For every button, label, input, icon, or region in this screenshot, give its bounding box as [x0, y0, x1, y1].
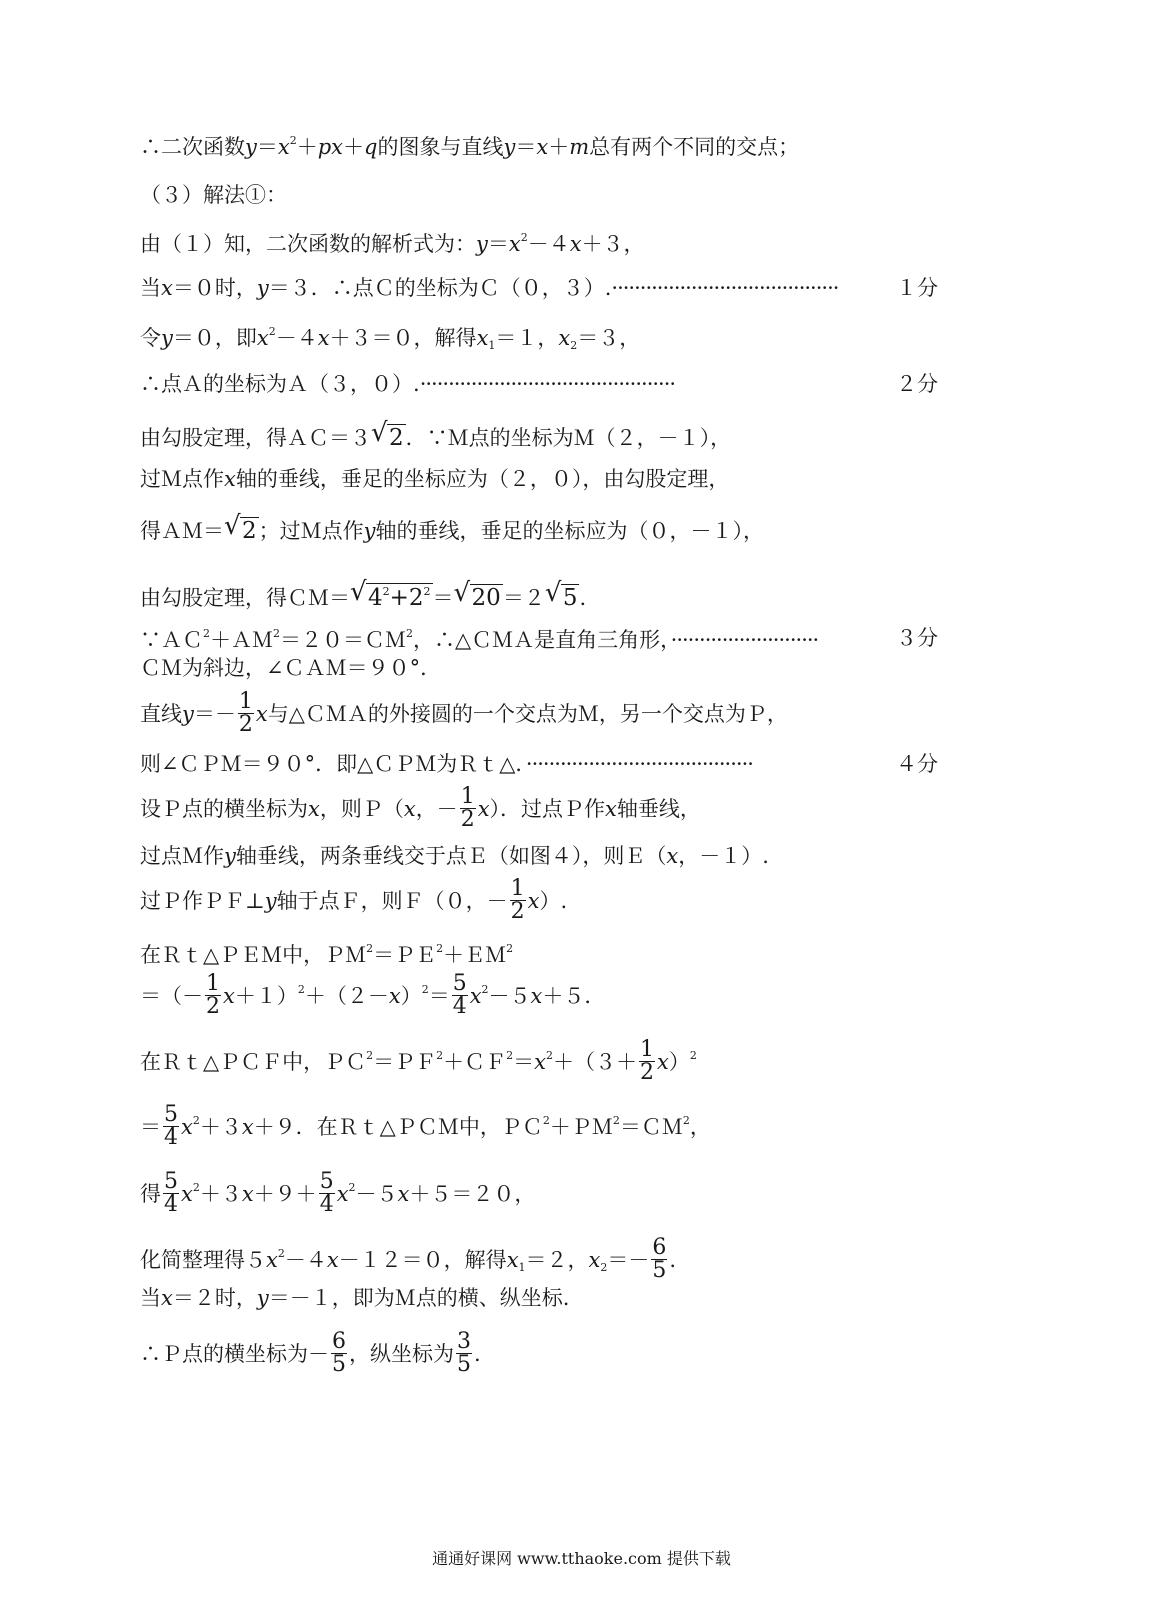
fraction [456, 1331, 472, 1376]
math-var: x [308, 797, 320, 821]
math-op: ＝ [140, 1115, 161, 1139]
text: 在Ｒｔ△ＰＥＭ中，ＰＭ [140, 943, 367, 967]
text: ∴Ｐ点的横坐标为－ [140, 1342, 329, 1366]
exponent: 2 [382, 585, 390, 598]
fraction [205, 973, 221, 1018]
text-line [140, 276, 938, 300]
exponent: 2 [203, 627, 210, 640]
radicand: 5 [562, 585, 578, 611]
math-op: －５ [355, 1182, 398, 1206]
math-op: ＝ [515, 135, 537, 159]
sqrt [226, 517, 259, 543]
math-var: x [530, 984, 543, 1008]
text: 过点Ｍ作 [140, 844, 224, 868]
math-var: x [536, 135, 549, 159]
fraction [238, 691, 254, 736]
exponent: 2 [366, 942, 374, 955]
math-var: x [241, 1115, 254, 1139]
text-line [140, 846, 930, 867]
math-var: x [388, 984, 401, 1008]
exponent: 2 [546, 1049, 553, 1062]
text: ∴二次函数 [140, 135, 245, 159]
text: 得 [140, 1182, 161, 1206]
text-line [140, 1102, 930, 1151]
numerator: 1 [206, 971, 220, 996]
denominator: 4 [452, 994, 467, 1019]
numerator: 1 [640, 1037, 654, 1062]
text: . [669, 1248, 677, 1272]
text-line [140, 658, 930, 679]
math-var: x [476, 326, 489, 350]
text: ＝３， [577, 326, 641, 350]
text-line [140, 517, 930, 543]
exponent: 2 [436, 1049, 444, 1062]
math-var: x [588, 1248, 601, 1272]
numerator: 5 [164, 1169, 178, 1194]
score-mark: ３分 [896, 626, 938, 650]
math-var: x [161, 1286, 173, 1310]
text: 当 [140, 276, 161, 300]
math-op: ＝ [256, 135, 278, 159]
numerator: 5 [164, 1102, 178, 1127]
numerator: 1 [460, 784, 475, 809]
math-op: ＝ [487, 232, 509, 256]
math-var: x [397, 1182, 410, 1206]
exponent: 2 [481, 983, 489, 996]
denominator: 5 [652, 1258, 667, 1283]
text: ＝２ [502, 586, 545, 610]
denominator: 4 [164, 1125, 178, 1150]
math-var: x [266, 1248, 278, 1272]
fraction [452, 973, 468, 1018]
text: ，∴△ＣＭＡ是直角三角形， [413, 628, 671, 652]
exponent: 2 [421, 983, 429, 996]
fraction [319, 1171, 335, 1216]
math-var: x [527, 889, 540, 913]
text: 过Ｍ点作 [140, 467, 224, 491]
text-line [140, 971, 930, 1020]
text: 轴于点Ｆ，则Ｆ（０，－ [276, 889, 508, 913]
radicand-part: +2 [389, 585, 424, 611]
text: 得ＡＭ＝ [140, 519, 224, 543]
text: ， [689, 1115, 711, 1139]
text: ，纵坐标为 [349, 1342, 454, 1366]
math-var: x [403, 797, 416, 821]
numerator: 6 [332, 1329, 346, 1354]
math-op: ＝ [432, 586, 454, 610]
fraction [163, 1171, 179, 1216]
exponent: 2 [689, 1049, 697, 1062]
text: 过Ｐ作ＰＦ⊥ [140, 889, 265, 913]
math-op: ＝－ [193, 702, 236, 726]
text: ＋ＣＦ [443, 1050, 507, 1074]
text-line [140, 1329, 930, 1378]
numerator: 6 [652, 1235, 667, 1260]
exponent: 2 [192, 1114, 200, 1127]
text: 当 [140, 1286, 161, 1310]
denominator: 5 [332, 1352, 346, 1377]
exponent: 2 [406, 627, 413, 640]
sqrt [373, 424, 406, 450]
text: ∵ＡＣ [140, 628, 203, 652]
denominator: 4 [319, 1192, 334, 1217]
math-var: x [255, 702, 268, 726]
fraction [639, 1039, 655, 1084]
math-var: x [569, 232, 582, 256]
text: . [474, 1342, 481, 1366]
math-op: ＋ [343, 135, 365, 159]
text: ＝１， [495, 326, 559, 350]
math-var: x [508, 232, 521, 256]
math-op: ＝ [513, 1050, 535, 1074]
math-var: x [224, 467, 236, 491]
exponent: 2 [348, 1181, 356, 1194]
exponent: 2 [273, 627, 280, 640]
text: ＝ＣＭ [619, 1115, 683, 1139]
text-line [140, 326, 930, 351]
text: ＋ＥＭ [443, 943, 507, 967]
text-line [140, 583, 930, 610]
text-line [140, 626, 938, 652]
text-line [140, 469, 930, 490]
text: ）．过点Ｐ作 [489, 797, 606, 821]
math-var: x [256, 326, 269, 350]
text: ） [400, 984, 422, 1008]
fraction [163, 1104, 179, 1149]
math-var: x [558, 326, 571, 350]
text: ＝ＰＦ [373, 1050, 437, 1074]
text: ＋５＝２０， [409, 1182, 536, 1206]
numerator: 5 [319, 1169, 334, 1194]
math-op: －４ [275, 326, 318, 350]
text: 设Ｐ点的横坐标为 [140, 797, 308, 821]
text: 轴的垂线，垂足的坐标应为（２，０），由勾股定理， [235, 467, 730, 491]
text: 的图象与直线 [377, 135, 504, 159]
text: ，－１）. [678, 844, 769, 868]
text: 与△ＣＭＡ的外接圆的一个交点为Ｍ，另一个交点为Ｐ， [267, 702, 788, 726]
text: 轴垂线，两条垂线交于点Ｅ（如图４），则Ｅ（ [235, 844, 667, 868]
text: ＝２， [525, 1248, 589, 1272]
math-var: px [317, 135, 344, 159]
math-var: x [666, 844, 679, 868]
exponent: 2 [436, 942, 444, 955]
math-op: －５ [488, 984, 531, 1008]
text: ＋３， [581, 232, 645, 256]
radicand: 2 [389, 425, 404, 451]
text-line [140, 689, 930, 738]
math-var: x [605, 797, 617, 821]
math-var: x [161, 276, 173, 300]
score-leader: ·························· [670, 628, 819, 652]
radicand-part: 4 [368, 585, 383, 611]
denominator: 2 [460, 807, 475, 832]
denominator: 5 [457, 1352, 471, 1377]
text: 由（１）知，二次函数的解析式为： [140, 232, 476, 256]
score-leader: ········································ [611, 276, 839, 300]
math-var: q [364, 135, 378, 159]
exponent: 2 [682, 1114, 690, 1127]
exponent: 2 [289, 134, 297, 147]
text-line [140, 424, 930, 450]
math-op: ＋９＋ [253, 1182, 317, 1206]
sqrt [547, 584, 580, 610]
exponent: 2 [506, 942, 514, 955]
math-var: y [256, 1286, 269, 1310]
text: ＝－１，即为Ｍ点的横、纵坐标. [268, 1286, 570, 1310]
score-mark: ４分 [896, 752, 938, 776]
text: 轴垂线， [616, 797, 701, 821]
text-line [140, 1235, 930, 1284]
text: ＝０，即 [172, 326, 257, 350]
radicand [366, 583, 433, 610]
math-op: ＋３ [199, 1115, 242, 1139]
text-line [140, 752, 938, 776]
subscript: 2 [570, 339, 578, 352]
math-op: －４ [527, 232, 570, 256]
math-op: ＋３ [199, 1182, 242, 1206]
denominator: 2 [640, 1060, 654, 1085]
text: ＋３＝０，解得 [329, 326, 477, 350]
text: ，－ [415, 797, 458, 821]
sqrt [352, 583, 433, 610]
math-var: x [657, 1050, 669, 1074]
math-var: x [506, 1248, 519, 1272]
text: 直线 [140, 702, 182, 726]
exponent: 2 [268, 325, 276, 338]
exponent: 2 [542, 1114, 550, 1127]
text: ＝（－ [140, 984, 203, 1008]
denominator: 2 [206, 994, 220, 1019]
math-var: y [245, 135, 257, 159]
radicand: 20 [471, 585, 501, 611]
math-var: x [277, 135, 290, 159]
text: ．∵Ｍ点的坐标为Ｍ（２，－１）， [405, 426, 732, 450]
text-line [140, 185, 930, 206]
math-var: y [476, 232, 488, 256]
math-var: y [161, 326, 173, 350]
text: 化简整理得５ [140, 1248, 266, 1272]
math-var: x [241, 1182, 254, 1206]
math-op: ＋ [548, 135, 570, 159]
exponent: 2 [423, 585, 431, 598]
text: ，则Ｐ（ [319, 797, 404, 821]
math-var: y [182, 702, 194, 726]
text-line [140, 784, 930, 833]
math-var: x [326, 1248, 339, 1272]
score-leader: ········································ [525, 752, 753, 776]
text: 由勾股定理，得ＡＣ＝３ [140, 426, 371, 450]
fraction [460, 786, 476, 831]
text: ＋ＡＭ [210, 628, 273, 652]
text: 令 [140, 326, 161, 350]
text: ＋５． [542, 984, 606, 1008]
text: ＋１） [234, 984, 298, 1008]
subscript: 1 [518, 1261, 526, 1274]
math-var: x [534, 1050, 546, 1074]
text: －１２＝０，解得 [338, 1248, 507, 1272]
exponent: 2 [612, 1114, 620, 1127]
text: ；过Ｍ点作 [258, 519, 364, 543]
text-line [140, 372, 938, 396]
text: 在Ｒｔ△ＰＣＦ中，ＰＣ [140, 1050, 367, 1074]
text-line [140, 876, 930, 925]
math-var: y [503, 135, 516, 159]
math-op: ＝－ [607, 1248, 650, 1272]
radicand: 2 [242, 518, 257, 544]
text: 总有两个不同的交点； [589, 135, 800, 159]
numerator: 5 [452, 971, 467, 996]
sqrt [456, 584, 503, 610]
text: 轴的垂线，垂足的坐标应为（０，－１）， [375, 519, 765, 543]
text: . [579, 586, 587, 610]
text: ）. [539, 889, 568, 913]
page-footer: 通通好课网 www.tthaoke.com 提供下载 [432, 1549, 731, 1568]
text: ＝２时， [172, 1286, 257, 1310]
text: 由勾股定理，得ＣＭ＝ [140, 586, 350, 610]
subscript: 1 [488, 339, 496, 352]
math-var: x [223, 984, 235, 1008]
math-var: y [264, 889, 277, 913]
text-line [140, 943, 930, 966]
text-line [140, 1288, 930, 1309]
text: 则∠ＣＰＭ＝９０°．即△ＣＰＭ为Ｒｔ△． [140, 752, 526, 776]
numerator: 3 [457, 1329, 471, 1354]
text: ＝３．∴点Ｃ的坐标为Ｃ（０，３）. [268, 276, 612, 300]
score-mark: ２分 [896, 372, 938, 396]
math-var: x [336, 1182, 349, 1206]
text-line [140, 1037, 930, 1086]
denominator: 2 [238, 712, 253, 737]
text: ＝ＰＥ [373, 943, 437, 967]
subscript: 2 [600, 1261, 608, 1274]
math-op: ＋ [296, 135, 318, 159]
score-mark: １分 [896, 276, 938, 300]
text: ＝０时， [172, 276, 257, 300]
numerator: 1 [510, 876, 525, 901]
math-var: y [256, 276, 269, 300]
score-leader: ············································· [419, 372, 676, 396]
math-var: x [317, 326, 330, 350]
denominator: 4 [164, 1192, 178, 1217]
exponent: 2 [506, 1049, 514, 1062]
math-var: x [181, 1182, 193, 1206]
exponent: 2 [366, 1049, 374, 1062]
exponent: 2 [192, 1181, 200, 1194]
text: ＣＭ为斜边，∠ＣＡＭ＝９０°． [140, 656, 442, 680]
numerator: 1 [238, 689, 253, 714]
text-line [140, 232, 930, 255]
text: ∴点Ａ的坐标为Ａ（３，０）. [140, 372, 420, 396]
math-var: m [569, 135, 590, 159]
fraction [331, 1331, 347, 1376]
text: ＋ＰＭ [549, 1115, 613, 1139]
exponent: 2 [277, 1247, 285, 1260]
text-line [140, 135, 930, 158]
math-var: x [469, 984, 482, 1008]
text: ＋９．在Ｒｔ△ＰＣＭ中，ＰＣ [253, 1115, 543, 1139]
text: ＋（２－ [304, 984, 389, 1008]
math-op: ＝ [428, 984, 450, 1008]
text: ＋（３＋ [553, 1050, 637, 1074]
exponent: 2 [520, 231, 528, 244]
text: ） [668, 1050, 690, 1074]
math-var: y [363, 519, 376, 543]
math-var: x [477, 797, 490, 821]
math-var: y [224, 844, 236, 868]
section-heading: （３）解法①： [140, 183, 287, 207]
fraction [651, 1237, 667, 1282]
text-line [140, 1169, 930, 1218]
text: ＝２０＝ＣＭ [280, 628, 406, 652]
fraction [510, 878, 526, 923]
denominator: 2 [510, 899, 525, 924]
math-var: x [181, 1115, 193, 1139]
math-op: －４ [284, 1248, 327, 1272]
exponent: 2 [297, 983, 305, 996]
